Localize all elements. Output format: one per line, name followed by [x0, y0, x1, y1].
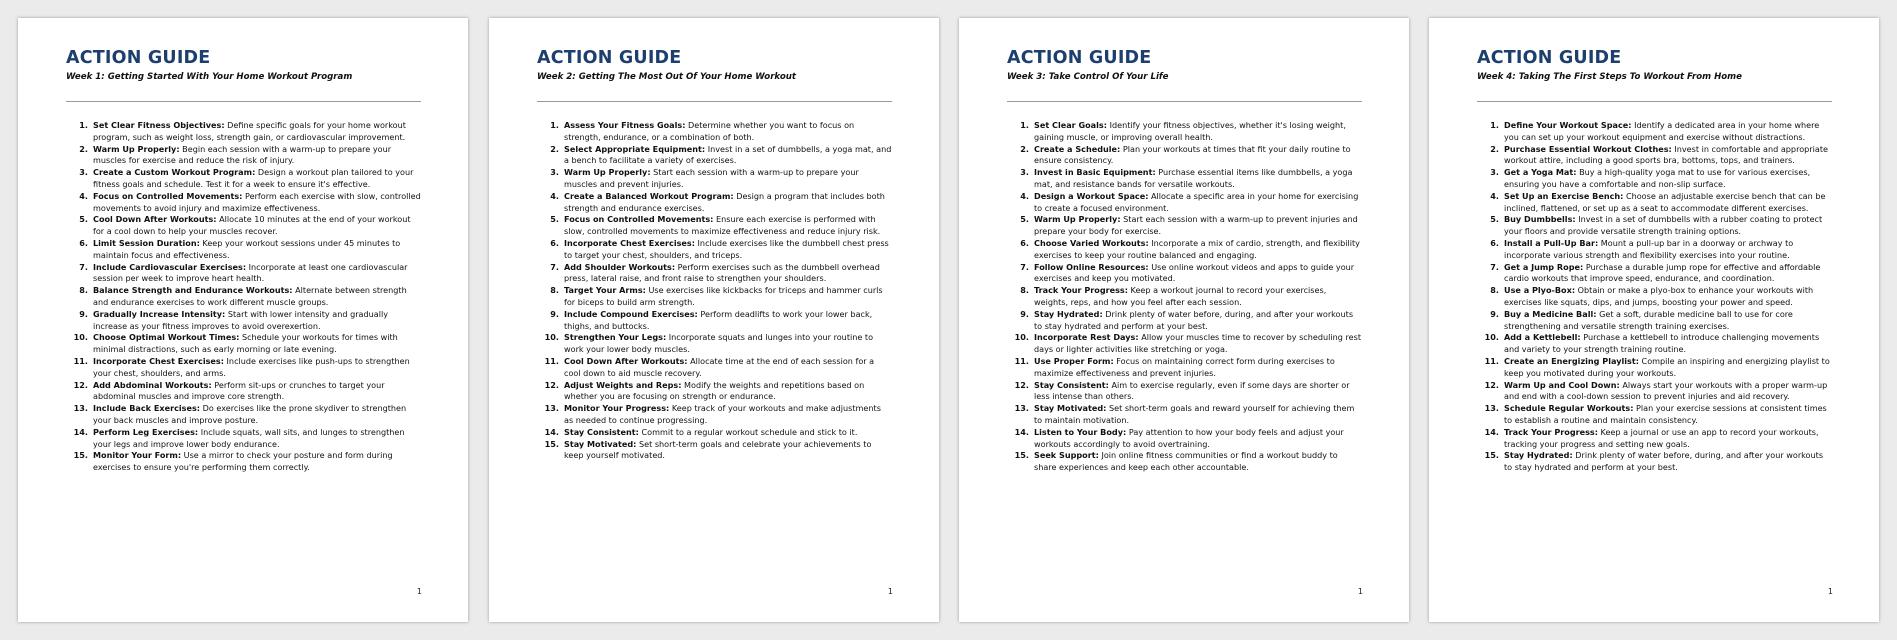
divider	[1007, 101, 1362, 102]
item-number: 5.	[79, 214, 88, 225]
item-number: 15.	[544, 438, 559, 449]
item-label: Include Back Exercises:	[93, 403, 201, 414]
item-text: Commit to a regular workout schedule and stick to it.	[641, 426, 858, 437]
action-item	[1007, 285, 1362, 309]
action-item	[1007, 356, 1362, 380]
item-text: Aim to exercise regularly, even if some days are shorter or less intense than others.	[1034, 379, 1350, 402]
item-text: Start each session with a warm-up to prevent injuries and prepare your body for exercise.	[1034, 214, 1358, 237]
action-item	[1007, 380, 1362, 404]
item-text: Start with lower intensity and gradually increase as your fitness improves to avoid overexertion.	[93, 308, 389, 331]
item-number: 2.	[79, 143, 88, 154]
item-text: Include squats, wall sits, and lunges to strengthen your legs and improve lower body endurance.	[93, 426, 405, 449]
page-number: 1	[1827, 587, 1833, 596]
item-text: Keep your workout sessions under 45 minutes to maintain focus and effectiveness.	[93, 237, 401, 260]
item-text: Compile an inspiring and energizing playlist to keep you motivated during your workouts.	[1504, 355, 1830, 378]
action-item	[66, 191, 421, 215]
item-number: 14.	[1484, 426, 1499, 437]
item-number: 15.	[73, 450, 88, 461]
item-label: Stay Hydrated:	[1504, 450, 1573, 461]
item-text: Pay attention to how your body feels and adjust your workouts accordingly to avoid overtraining.	[1034, 426, 1344, 449]
action-item	[66, 450, 421, 474]
item-text: Keep a workout journal to record your exercises, weights, reps, and how you feel after each session.	[1034, 285, 1327, 307]
action-item	[66, 427, 421, 451]
item-label: Choose Optimal Workout Times:	[93, 332, 240, 343]
action-item	[1007, 403, 1362, 427]
action-item	[66, 332, 421, 356]
item-label: Limit Session Duration:	[93, 237, 200, 248]
item-number: 14.	[1014, 426, 1029, 437]
action-item	[1477, 356, 1832, 380]
item-label: Strengthen Your Legs:	[564, 332, 667, 343]
page-title: ACTION GUIDE	[1477, 48, 1622, 68]
item-number: 8.	[79, 285, 88, 296]
item-text: Schedule your workouts for times with minimal distractions, such as early morning or late evening.	[93, 332, 398, 355]
item-label: Set Clear Goals:	[1034, 120, 1107, 130]
item-number: 3.	[79, 167, 88, 178]
action-item	[1007, 214, 1362, 238]
action-item	[66, 214, 421, 238]
item-label: Monitor Your Progress:	[564, 403, 670, 414]
page-subtitle: Week 3: Take Control Of Your Life	[1007, 72, 1169, 82]
item-number: 6.	[1020, 237, 1029, 248]
action-item	[1007, 309, 1362, 333]
action-item	[1007, 450, 1362, 474]
item-text: Keep a journal or use an app to record your workouts, tracking your progress and setting new goals.	[1504, 426, 1819, 449]
item-text: Drink plenty of water before, during, and after your workouts to stay hydrated and perform at your best.	[1504, 450, 1824, 473]
item-label: Cool Down After Workouts:	[564, 355, 688, 366]
item-label: Choose Varied Workouts:	[1034, 237, 1149, 248]
item-label: Balance Strength and Endurance Workouts:	[93, 285, 293, 296]
item-text: Identify your fitness objectives, whether it's losing weight, gaining muscle, or improving overall health.	[1034, 120, 1346, 142]
item-label: Set Up an Exercise Bench:	[1504, 190, 1624, 201]
item-number: 7.	[550, 261, 559, 272]
item-text: Incorporate squats and lunges into your routine to work your lower body muscles.	[564, 332, 874, 355]
action-item	[1007, 144, 1362, 168]
action-item	[1007, 120, 1362, 144]
item-label: Incorporate Chest Exercises:	[93, 355, 224, 366]
item-text: Set short-term goals and reward yourself for achieving them to maintain motivation.	[1034, 403, 1355, 425]
item-label: Seek Support:	[1034, 450, 1099, 461]
action-list	[537, 120, 892, 462]
item-number: 1.	[550, 120, 559, 130]
item-text: Join online fitness communities or find a workout buddy to share experiences and keep each other accountable.	[1034, 450, 1338, 473]
item-label: Create a Balanced Workout Program:	[564, 190, 734, 201]
item-label: Include Cardiovascular Exercises:	[93, 261, 247, 272]
item-label: Stay Consistent:	[1034, 379, 1109, 390]
action-item	[66, 309, 421, 333]
item-label: Buy Dumbbells:	[1504, 214, 1576, 225]
item-number: 5.	[1490, 214, 1499, 225]
item-text: Incorporate at least one cardiovascular session per week to improve heart health.	[93, 261, 408, 284]
page-title: ACTION GUIDE	[1007, 48, 1152, 68]
action-item	[1007, 427, 1362, 451]
document-page-week-4	[1429, 18, 1879, 622]
item-label: Perform Leg Exercises:	[93, 426, 199, 437]
item-label: Invest in Basic Equipment:	[1034, 167, 1156, 178]
item-number: 8.	[1020, 285, 1029, 296]
action-item	[537, 191, 892, 215]
item-number: 3.	[1490, 167, 1499, 178]
item-text: Identify a dedicated area in your home where you can set up your workout equipment and exercise without distractions.	[1504, 120, 1820, 142]
action-item	[1477, 167, 1832, 191]
item-text: Alternate between strength and endurance exercises to work different muscle groups.	[93, 285, 407, 307]
divider	[1477, 101, 1832, 102]
page-title: ACTION GUIDE	[66, 48, 211, 68]
item-number: 1.	[1490, 120, 1499, 130]
page-subtitle: Week 2: Getting The Most Out Of Your Home Workout	[537, 72, 796, 82]
action-item	[1007, 238, 1362, 262]
item-label: Install a Pull-Up Bar:	[1504, 237, 1599, 248]
action-item	[66, 120, 421, 144]
item-label: Warm Up Properly:	[93, 143, 180, 154]
action-item	[1477, 191, 1832, 215]
action-item	[1007, 332, 1362, 356]
action-item	[1477, 427, 1832, 451]
item-label: Add Shoulder Workouts:	[564, 261, 676, 272]
action-item	[537, 144, 892, 168]
item-number: 2.	[550, 143, 559, 154]
item-text: Allow your muscles time to recover by scheduling rest days or lighter activities like stretching or yoga.	[1034, 332, 1361, 355]
item-label: Listen to Your Body:	[1034, 426, 1127, 437]
item-text: Get a soft, durable medicine ball to use for core strengthening and versatile strength training exercises.	[1504, 308, 1793, 331]
item-text: Invest in a set of dumbbells with a rubber coating to protect your floors and provide versatile strength training options.	[1504, 214, 1823, 237]
divider	[66, 101, 421, 102]
item-number: 4.	[550, 190, 559, 201]
item-text: Use online workout videos and apps to guide your exercises and keep you motivated.	[1034, 261, 1355, 284]
action-item	[66, 403, 421, 427]
item-text: Ensure each exercise is performed with slow, controlled movements to maximize effectiveness and reduce injury risk.	[564, 214, 881, 237]
action-item	[1477, 262, 1832, 286]
action-item	[1477, 144, 1832, 168]
item-label: Add a Kettlebell:	[1504, 332, 1581, 343]
item-number: 11.	[1484, 355, 1499, 366]
item-number: 3.	[550, 167, 559, 178]
item-label: Track Your Progress:	[1034, 285, 1128, 296]
item-number: 13.	[1014, 403, 1029, 414]
page-subtitle: Week 1: Getting Started With Your Home Workout Program	[66, 72, 353, 82]
item-label: Warm Up Properly:	[564, 167, 651, 178]
item-number: 7.	[1490, 261, 1499, 272]
item-number: 10.	[1484, 332, 1499, 343]
item-number: 3.	[1020, 167, 1029, 178]
item-text: Obtain or make a plyo-box to enhance your workouts with exercises like squats, dips, and jumps, boosting your power and speed.	[1504, 285, 1814, 307]
item-number: 15.	[1484, 450, 1499, 461]
item-label: Create an Energizing Playlist:	[1504, 355, 1639, 366]
item-label: Incorporate Chest Exercises:	[564, 237, 695, 248]
item-label: Define Your Workout Space:	[1504, 120, 1632, 130]
item-label: Use a Plyo-Box:	[1504, 285, 1576, 296]
action-item	[537, 238, 892, 262]
item-text: Always start your workouts with a proper warm-up and end with a cool-down session to prevent injuries and aid recovery.	[1504, 379, 1828, 402]
item-number: 10.	[73, 332, 88, 343]
item-number: 12.	[544, 379, 559, 390]
item-number: 14.	[544, 426, 559, 437]
item-text: Focus on maintaining correct form during exercises to maximize effectiveness and prevent injuries.	[1034, 355, 1335, 378]
item-label: Stay Motivated:	[564, 438, 637, 449]
action-item	[537, 214, 892, 238]
item-text: Choose an adjustable exercise bench that can be inclined, flattened, or set up as a seat to accommodate different exercises.	[1504, 190, 1826, 213]
item-label: Get a Jump Rope:	[1504, 261, 1584, 272]
item-number: 4.	[1020, 190, 1029, 201]
action-item	[1477, 309, 1832, 333]
item-text: Buy a high-quality yoga mat to use for various exercises, ensuring you have a comfortable and non-slip surface.	[1504, 167, 1811, 189]
item-text: Keep track of your workouts and make adjustments as needed to continue progressing.	[564, 403, 881, 425]
item-label: Monitor Your Form:	[93, 450, 182, 461]
item-number: 9.	[1020, 308, 1029, 319]
item-text: Set short-term goals and celebrate your achievements to keep yourself motivated.	[564, 438, 872, 461]
page-subtitle: Week 4: Taking The First Steps To Workout From Home	[1477, 72, 1742, 82]
item-text: Mount a pull-up bar in a doorway or archway to incorporate various strength and flexibility exercises into your routine.	[1504, 237, 1794, 260]
item-number: 1.	[1020, 120, 1029, 130]
item-text: Design a workout plan tailored to your fitness goals and schedule. Test it for a week to ensure it's effective.	[93, 167, 414, 189]
item-label: Design a Workout Space:	[1034, 190, 1149, 201]
item-label: Schedule Regular Workouts:	[1504, 403, 1634, 414]
item-text: Plan your workouts at times that fit your daily routine to ensure consistency.	[1034, 143, 1351, 166]
action-item	[537, 309, 892, 333]
action-list	[1007, 120, 1362, 474]
action-item	[1477, 380, 1832, 404]
action-item	[537, 403, 892, 427]
item-label: Stay Hydrated:	[1034, 308, 1103, 319]
action-item	[1477, 285, 1832, 309]
item-number: 5.	[550, 214, 559, 225]
action-item	[537, 356, 892, 380]
page-number: 1	[887, 587, 893, 596]
item-text: Start each session with a warm-up to prepare your muscles and prevent injuries.	[564, 167, 859, 189]
item-label: Follow Online Resources:	[1034, 261, 1149, 272]
action-item	[66, 285, 421, 309]
item-label: Buy a Medicine Ball:	[1504, 308, 1597, 319]
action-item	[537, 120, 892, 144]
item-number: 12.	[1014, 379, 1029, 390]
page-title: ACTION GUIDE	[537, 48, 682, 68]
item-label: Get a Yoga Mat:	[1504, 167, 1577, 178]
action-item	[1477, 120, 1832, 144]
item-number: 2.	[1490, 143, 1499, 154]
item-text: Include exercises like push-ups to strengthen your chest, shoulders, and arms.	[93, 355, 410, 378]
document-page-week-1	[18, 18, 468, 622]
item-number: 2.	[1020, 143, 1029, 154]
item-text: Drink plenty of water before, during, and after your workouts to stay hydrated and perform at your best.	[1034, 308, 1354, 331]
action-item	[537, 285, 892, 309]
item-text: Determine whether you want to focus on strength, endurance, or a combination of both.	[564, 120, 855, 142]
item-label: Warm Up Properly:	[1034, 214, 1121, 225]
action-item	[1477, 450, 1832, 474]
item-label: Purchase Essential Workout Clothes:	[1504, 143, 1672, 154]
action-item	[537, 427, 892, 439]
item-label: Create a Custom Workout Program:	[93, 167, 256, 178]
action-item	[66, 380, 421, 404]
item-label: Create a Schedule:	[1034, 143, 1121, 154]
action-list	[1477, 120, 1832, 474]
item-number: 8.	[1490, 285, 1499, 296]
item-text: Perform deadlifts to work your lower back, thighs, and buttocks.	[564, 308, 873, 331]
item-text: Purchase essential items like dumbbells, a yoga mat, and resistance bands for versatile workouts.	[1034, 167, 1353, 189]
item-number: 13.	[1484, 403, 1499, 414]
item-text: Define specific goals for your home workout program, such as weight loss, strength gain, or cardiovascular improvement.	[93, 120, 406, 142]
item-text: Use exercises like kickbacks for triceps and hammer curls for biceps to build arm strength.	[564, 285, 883, 307]
item-number: 13.	[73, 403, 88, 414]
item-text: Use a mirror to check your posture and form during exercises to ensure you're performing them correctly.	[93, 450, 393, 473]
item-text: Allocate 10 minutes at the end of your workout for a cool down to help your muscles recover.	[93, 214, 411, 237]
action-item	[1007, 262, 1362, 286]
item-number: 13.	[544, 403, 559, 414]
item-text: Begin each session with a warm-up to prepare your muscles for exercise and reduce the risk of injury.	[93, 143, 392, 166]
item-text: Plan your exercise sessions at consistent times to establish a routine and maintain consistency.	[1504, 403, 1827, 425]
item-number: 14.	[73, 426, 88, 437]
item-number: 6.	[1490, 237, 1499, 248]
item-number: 7.	[1020, 261, 1029, 272]
item-label: Focus on Controlled Movements:	[93, 190, 243, 201]
item-label: Warm Up and Cool Down:	[1504, 379, 1620, 390]
item-label: Include Compound Exercises:	[564, 308, 698, 319]
item-label: Assess Your Fitness Goals:	[564, 120, 686, 130]
item-text: Include exercises like the dumbbell chest press to target your chest, shoulders, and triceps.	[564, 237, 889, 260]
action-item	[1477, 214, 1832, 238]
item-number: 1.	[79, 120, 88, 130]
item-text: Invest in comfortable and appropriate workout attire, including a good sports bra, bottoms, tops, and trainers.	[1504, 143, 1828, 166]
page-number: 1	[1357, 587, 1363, 596]
action-item	[66, 356, 421, 380]
item-label: Select Appropriate Equipment:	[564, 143, 706, 154]
item-number: 4.	[79, 190, 88, 201]
item-label: Add Abdominal Workouts:	[93, 379, 212, 390]
item-number: 9.	[1490, 308, 1499, 319]
item-label: Gradually Increase Intensity:	[93, 308, 226, 319]
action-item	[537, 332, 892, 356]
item-label: Target Your Arms:	[564, 285, 646, 296]
item-number: 15.	[1014, 450, 1029, 461]
item-label: Set Clear Fitness Objectives:	[93, 120, 225, 130]
item-label: Incorporate Rest Days:	[1034, 332, 1139, 343]
item-number: 11.	[544, 355, 559, 366]
item-label: Stay Consistent:	[564, 426, 639, 437]
action-item	[66, 167, 421, 191]
action-item	[66, 238, 421, 262]
item-label: Focus on Controlled Movements:	[564, 214, 714, 225]
action-item	[66, 144, 421, 168]
item-label: Track Your Progress:	[1504, 426, 1598, 437]
item-number: 4.	[1490, 190, 1499, 201]
item-text: Perform sit-ups or crunches to target your abdominal muscles and improve core strength.	[93, 379, 385, 402]
item-label: Stay Motivated:	[1034, 403, 1107, 414]
item-text: Perform each exercise with slow, controlled movements to avoid injury and maximize effectiveness.	[93, 190, 421, 213]
document-page-week-3	[959, 18, 1409, 622]
document-page-week-2	[489, 18, 939, 622]
action-item	[537, 380, 892, 404]
action-item	[1477, 403, 1832, 427]
item-number: 10.	[1014, 332, 1029, 343]
item-label: Cool Down After Workouts:	[93, 214, 217, 225]
item-label: Adjust Weights and Reps:	[564, 379, 682, 390]
item-number: 10.	[544, 332, 559, 343]
item-number: 9.	[79, 308, 88, 319]
item-number: 6.	[550, 237, 559, 248]
item-text: Perform exercises such as the dumbbell overhead press, lateral raise, and front raise to strengthen your shoulders.	[564, 261, 880, 284]
action-item	[1477, 238, 1832, 262]
item-number: 6.	[79, 237, 88, 248]
item-text: Purchase a durable jump rope for effective and affordable cardio workouts that improve speed, endurance, and coordination.	[1504, 261, 1821, 284]
action-list	[66, 120, 421, 474]
item-number: 11.	[73, 355, 88, 366]
item-text: Invest in a set of dumbbells, a yoga mat, and a bench to facilitate a variety of exercises.	[564, 143, 892, 166]
item-number: 5.	[1020, 214, 1029, 225]
item-text: Modify the weights and repetitions based on whether you are focusing on strength or endurance.	[564, 379, 865, 402]
action-item	[1007, 167, 1362, 191]
item-text: Allocate time at the end of each session for a cool down to aid muscle recovery.	[564, 355, 875, 378]
divider	[537, 101, 892, 102]
item-number: 12.	[73, 379, 88, 390]
action-item	[537, 167, 892, 191]
item-label: Use Proper Form:	[1034, 355, 1114, 366]
item-text: Incorporate a mix of cardio, strength, and flexibility exercises to keep your routine balanced and engaging.	[1034, 237, 1360, 260]
page-number: 1	[416, 587, 422, 596]
item-number: 8.	[550, 285, 559, 296]
item-text: Do exercises like the prone skydiver to strengthen your back muscles and improve posture.	[93, 403, 407, 425]
action-item	[537, 439, 892, 463]
item-text: Allocate a specific area in your home for exercising to create a focused environment.	[1034, 190, 1359, 213]
action-item	[1007, 191, 1362, 215]
item-number: 7.	[79, 261, 88, 272]
item-number: 12.	[1484, 379, 1499, 390]
item-number: 9.	[550, 308, 559, 319]
action-item	[66, 262, 421, 286]
item-number: 11.	[1014, 355, 1029, 366]
item-text: Design a program that includes both strength and endurance exercises.	[564, 190, 885, 213]
action-item	[537, 262, 892, 286]
item-text: Purchase a kettlebell to introduce challenging movements and variety to your strength training routine.	[1504, 332, 1820, 355]
action-item	[1477, 332, 1832, 356]
